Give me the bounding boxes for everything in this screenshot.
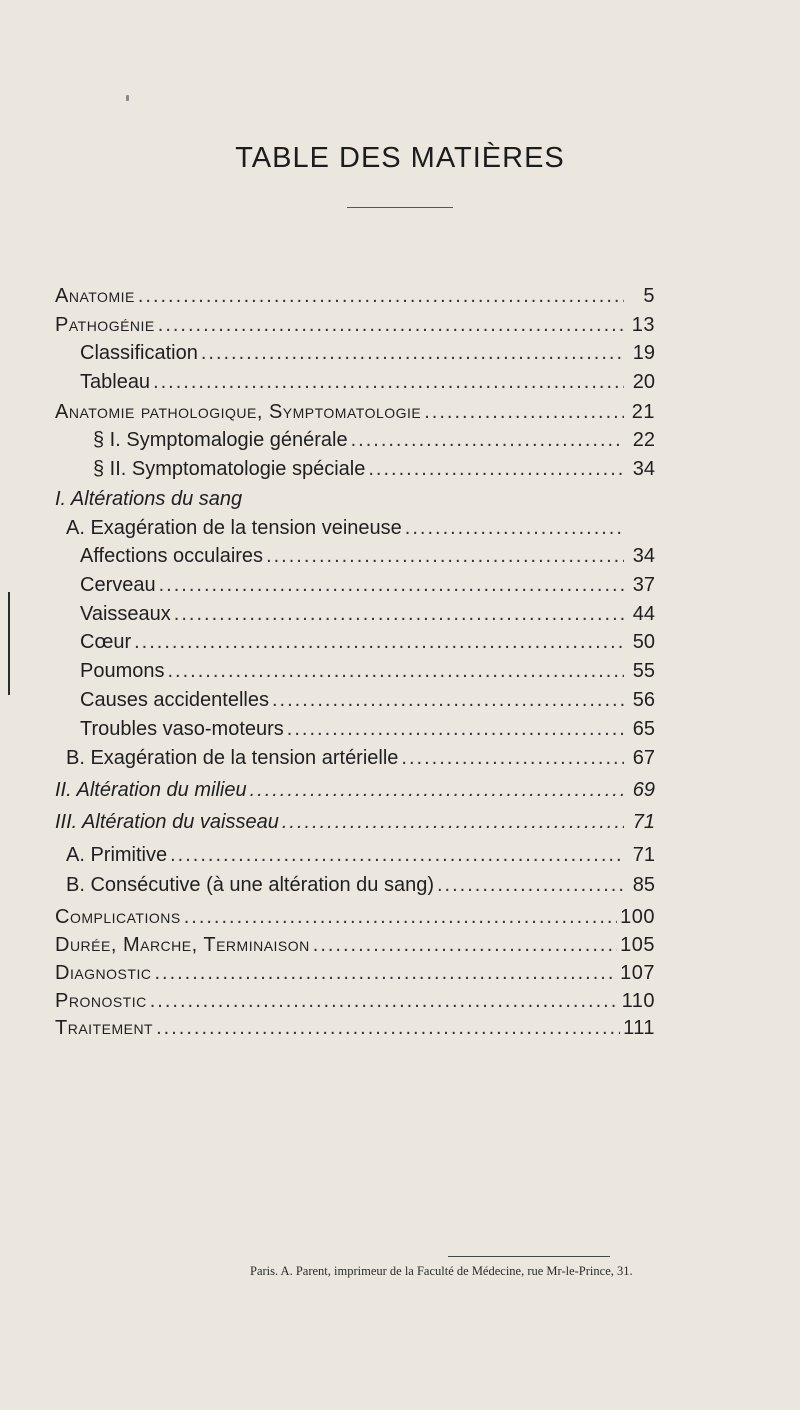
- toc-entry: Cœur ..... 50: [80, 628, 655, 656]
- toc-entry: Poumons ..... 55: [80, 657, 655, 685]
- page-number: 21: [631, 401, 655, 423]
- toc-entry: Anatomie ..... 5: [55, 282, 655, 310]
- title-rule: [347, 207, 453, 208]
- toc-entry: Anatomie pathologique, Symptomatologie ..... 21: [55, 398, 655, 426]
- printer-imprint: Paris. A. Parent, imprimeur de la Faculté de Médecine, rue Mr-le-Prince, 31.: [250, 1264, 633, 1278]
- toc-entry: Troubles vaso-moteurs ..... 65: [80, 715, 655, 743]
- page-number: 37: [632, 574, 655, 596]
- page-number: 19: [632, 342, 655, 364]
- page-number: 71: [632, 811, 655, 833]
- toc-entry: Classification ..... 19: [80, 339, 655, 367]
- ink-smudge: [126, 95, 129, 101]
- margin-line: [8, 592, 10, 695]
- toc-entry: A. Primitive ..... 71: [66, 841, 655, 869]
- toc-entry: Affections occulaires ..... 34: [80, 542, 655, 570]
- toc-entry: II. Altération du milieu ..... 69: [55, 776, 655, 804]
- page-number: 85: [632, 874, 655, 896]
- toc-entry: III. Altération du vaisseau ..... 71: [55, 808, 655, 836]
- page-number: 55: [632, 660, 655, 682]
- toc-entry: Vaisseaux ..... 44: [80, 600, 655, 628]
- toc-entry: Causes accidentelles ..... 56: [80, 686, 655, 714]
- page-number: 13: [631, 314, 655, 336]
- toc-entry: Traitement ..... 111: [55, 1014, 655, 1042]
- page-number: 65: [632, 718, 655, 740]
- page-number: 34: [632, 545, 655, 567]
- page-title: TABLE DES MATIÈRES: [235, 142, 565, 174]
- page-number: 105: [620, 934, 655, 956]
- page-number: 67: [632, 747, 655, 769]
- toc-entry: Pronostic ..... 110: [55, 987, 655, 1015]
- page-number: 69: [632, 779, 655, 801]
- toc-entry: Cerveau ..... 37: [80, 571, 655, 599]
- page-number: 56: [632, 689, 655, 711]
- page-number: 107: [620, 962, 655, 984]
- page-number: 111: [623, 1017, 655, 1039]
- page-number: 50: [632, 631, 655, 653]
- toc-entry: B. Consécutive (à une altération du sang) ..... 85: [66, 871, 655, 899]
- page-number: 5: [643, 285, 655, 307]
- page-number: 22: [632, 429, 655, 451]
- page-number: 110: [621, 990, 655, 1012]
- toc-entry: A. Exagération de la tension veineuse .....: [66, 514, 655, 542]
- toc-entry: Complications ..... 100: [55, 903, 655, 931]
- page-number: 34: [632, 458, 655, 480]
- page-number: 44: [632, 603, 655, 625]
- page-number: 71: [632, 844, 655, 866]
- toc-section-heading: I. Altérations du sang: [55, 488, 243, 510]
- toc-entry: Durée, Marche, Terminaison ..... 105: [55, 931, 655, 959]
- toc-entry: Pathogénie ..... 13: [55, 311, 655, 339]
- footer-rule: [448, 1256, 610, 1257]
- toc-entry: Tableau ..... 20: [80, 368, 655, 396]
- toc-entry: B. Exagération de la tension artérielle ..... 67: [66, 744, 655, 772]
- page-number: 100: [620, 906, 655, 928]
- toc-entry: § II. Symptomatologie spéciale ..... 34: [93, 455, 655, 483]
- toc-entry: § I. Symptomalogie générale ..... 22: [93, 426, 655, 454]
- toc-entry: Diagnostic ..... 107: [55, 959, 655, 987]
- page-number: 20: [632, 371, 655, 393]
